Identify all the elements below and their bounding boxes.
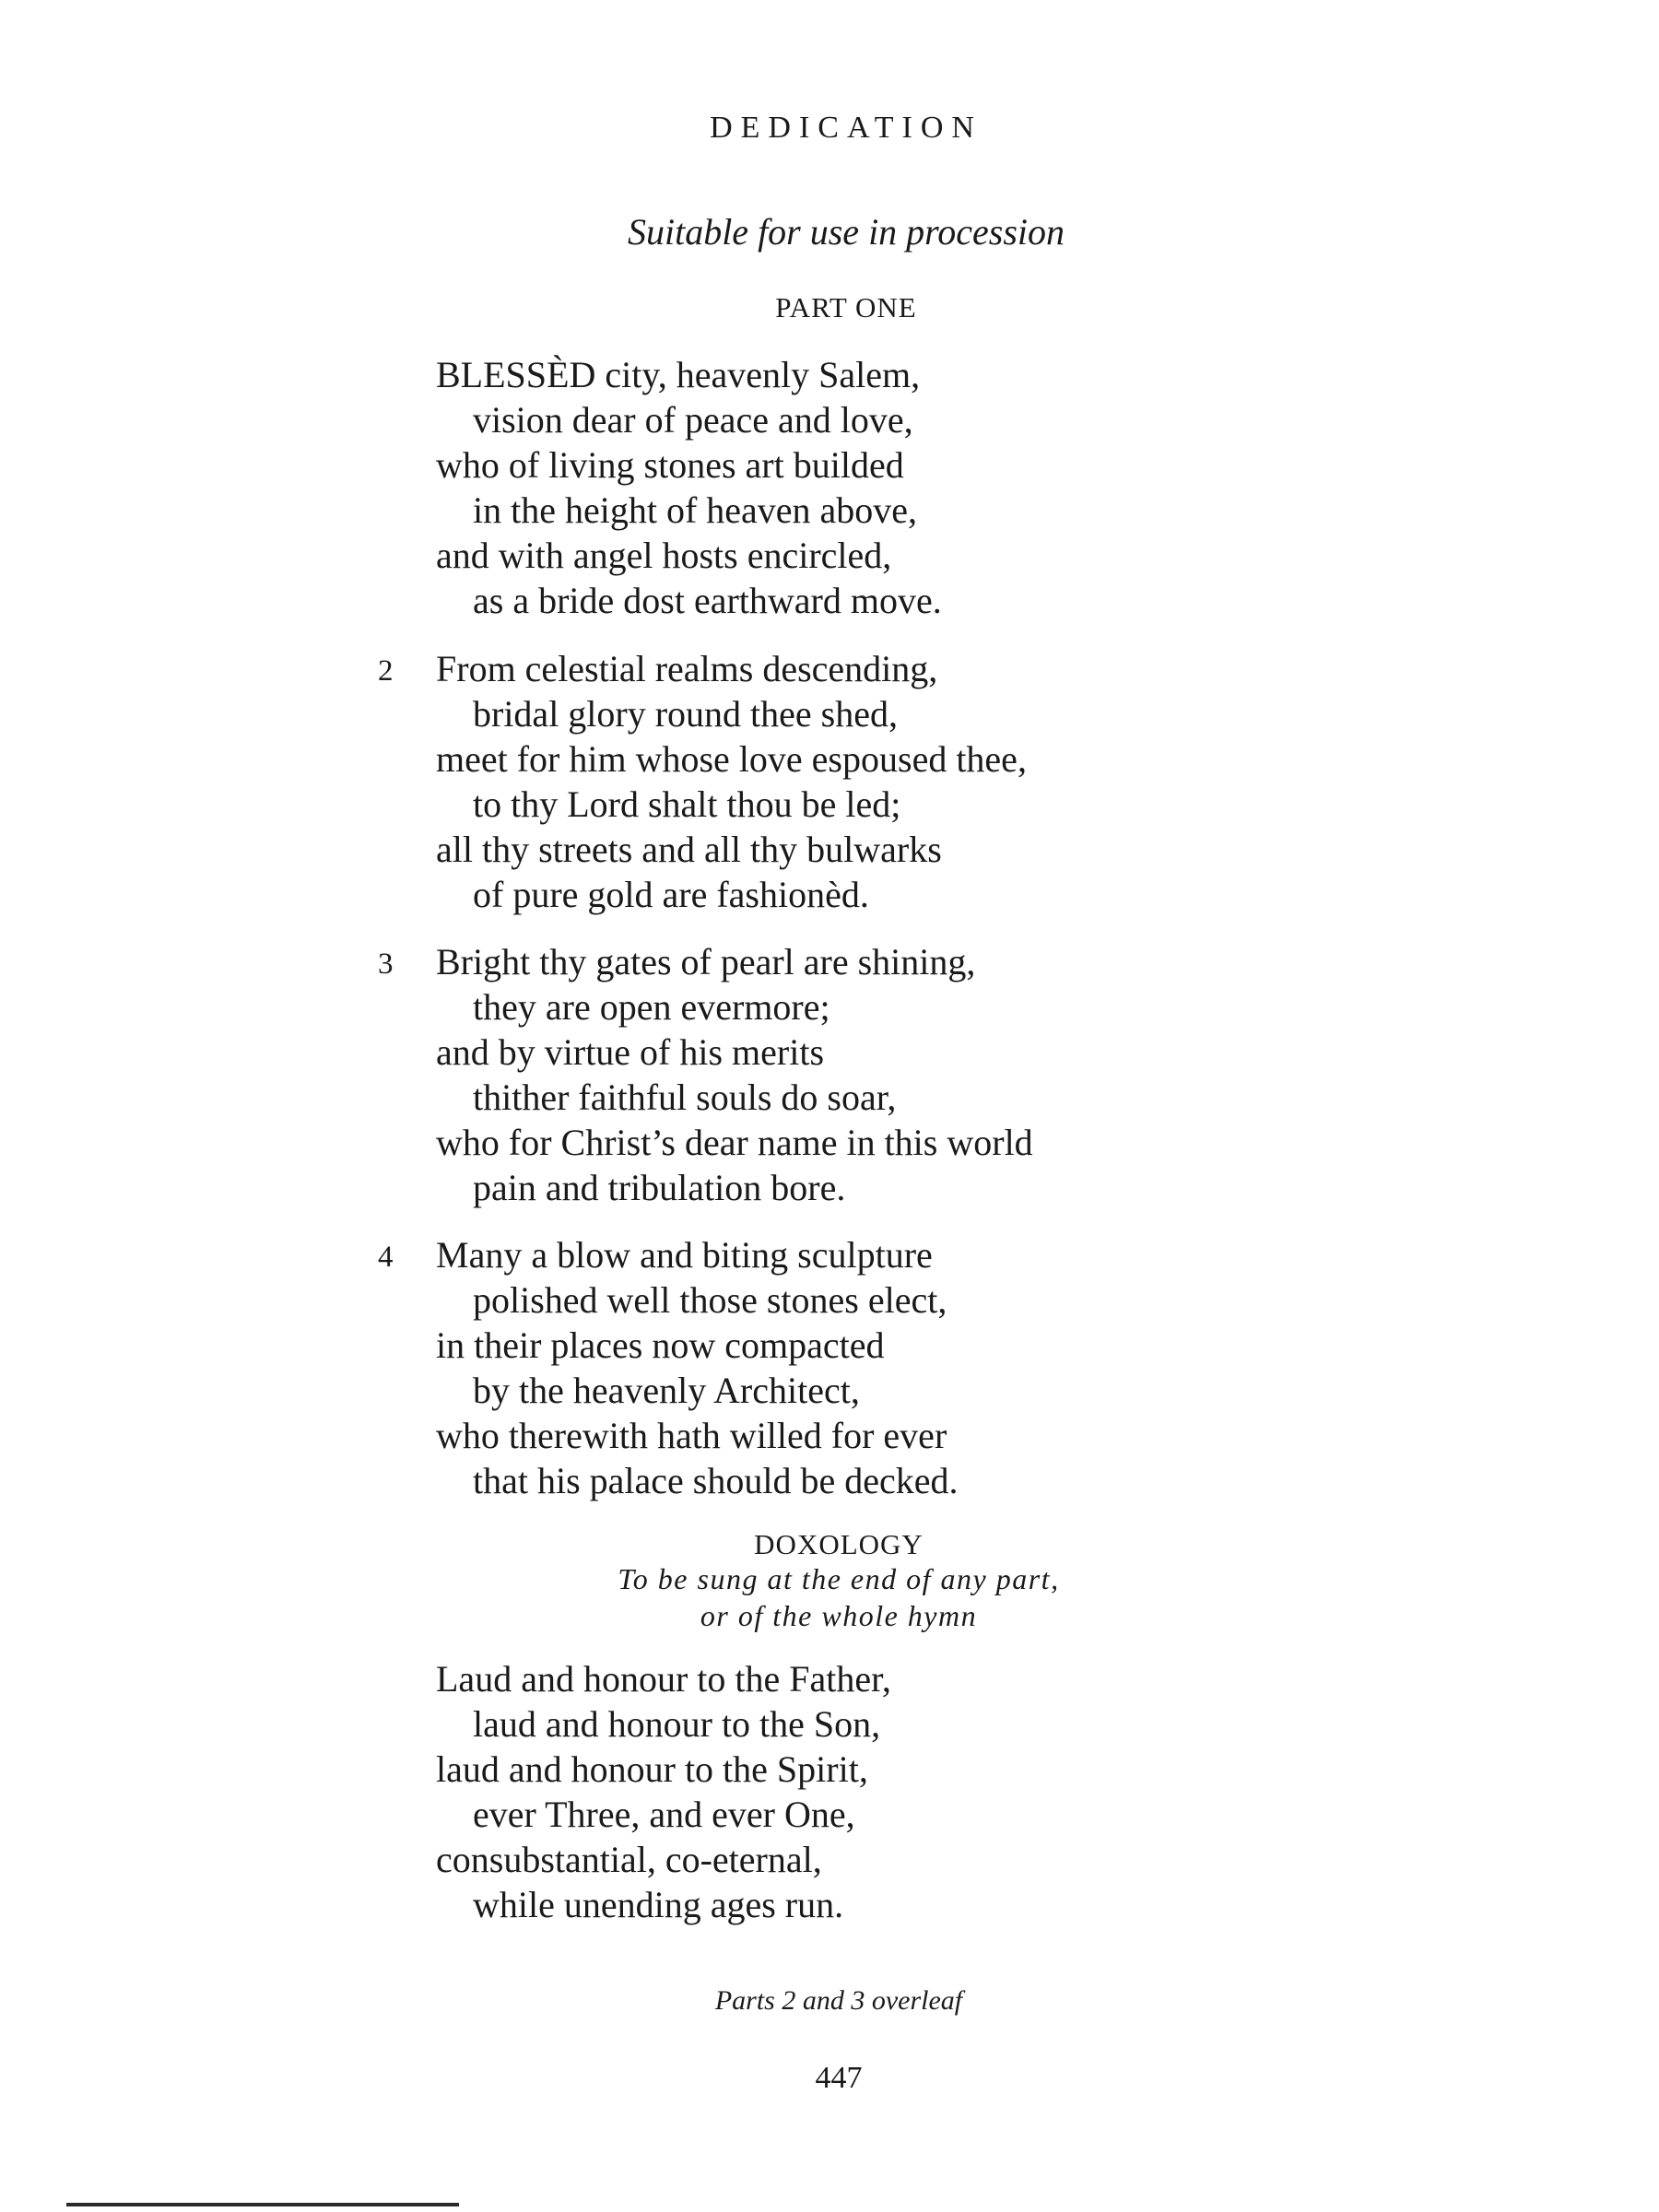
verse-line: thither faithful souls do soar, bbox=[473, 1077, 897, 1118]
verse-line: in the height of heaven above, bbox=[473, 489, 918, 531]
page-number: 447 bbox=[815, 2061, 863, 2095]
verse-line: laud and honour to the Spirit, bbox=[436, 1748, 868, 1790]
verse-line: Bright thy gates of pearl are shining, bbox=[436, 941, 976, 982]
verse-number: 4 bbox=[378, 1241, 394, 1274]
verse-line: Many a blow and biting sculpture bbox=[436, 1234, 933, 1276]
verse-line: that his palace should be decked. bbox=[473, 1460, 959, 1501]
continuation-note: Parts 2 and 3 overleaf bbox=[714, 1985, 963, 2016]
doxology-heading: DOXOLOGY bbox=[754, 1528, 924, 1560]
verse-line: pain and tribulation bore. bbox=[473, 1167, 846, 1208]
section-heading: DEDICATION bbox=[710, 111, 982, 145]
verse-line: meet for him whose love espoused thee, bbox=[436, 738, 1027, 780]
verse-line: laud and honour to the Son, bbox=[473, 1703, 881, 1745]
verse-line: who of living stones art builded bbox=[436, 444, 904, 486]
verse-line: From celestial realms descending, bbox=[436, 648, 938, 689]
verse-line: they are open evermore; bbox=[473, 986, 830, 1028]
verse-line: while unending ages run. bbox=[473, 1884, 844, 1925]
doxology-note-line: To be sung at the end of any part, bbox=[618, 1562, 1060, 1595]
verse-line: by the heavenly Architect, bbox=[473, 1370, 860, 1411]
verse-line: and with angel hosts encircled, bbox=[436, 535, 892, 576]
verse-number: 2 bbox=[378, 654, 394, 688]
verse-line: as a bride dost earthward move. bbox=[473, 580, 942, 621]
verse-line: and by virtue of his merits bbox=[436, 1031, 825, 1073]
verse-line: ever Three, and ever One, bbox=[473, 1794, 855, 1835]
verse-line: vision dear of peace and love, bbox=[473, 399, 913, 441]
verse-line: of pure gold are fashionèd. bbox=[473, 874, 869, 915]
verse-line: bridal glory round thee shed, bbox=[473, 693, 898, 735]
verse-line: Laud and honour to the Father, bbox=[436, 1658, 891, 1700]
verse-line: who therewith hath willed for ever bbox=[436, 1415, 947, 1456]
verse-line: all thy streets and all thy bulwarks bbox=[436, 829, 942, 870]
doxology-note-line: or of the whole hymn bbox=[700, 1599, 978, 1632]
verse-line: to thy Lord shalt thou be led; bbox=[473, 783, 901, 825]
verse-line: BLESSÈD city, heavenly Salem, bbox=[436, 354, 921, 395]
verse-number: 3 bbox=[378, 947, 394, 981]
bottom-rule bbox=[66, 2203, 459, 2206]
usage-note: Suitable for use in procession bbox=[627, 211, 1065, 253]
part-heading: PART ONE bbox=[775, 291, 917, 324]
verse-line: consubstantial, co-eternal, bbox=[436, 1839, 822, 1880]
verse-line: in their places now compacted bbox=[436, 1324, 885, 1366]
verse-line: who for Christ’s dear name in this world bbox=[436, 1122, 1033, 1163]
verse-line: polished well those stones elect, bbox=[473, 1279, 947, 1321]
